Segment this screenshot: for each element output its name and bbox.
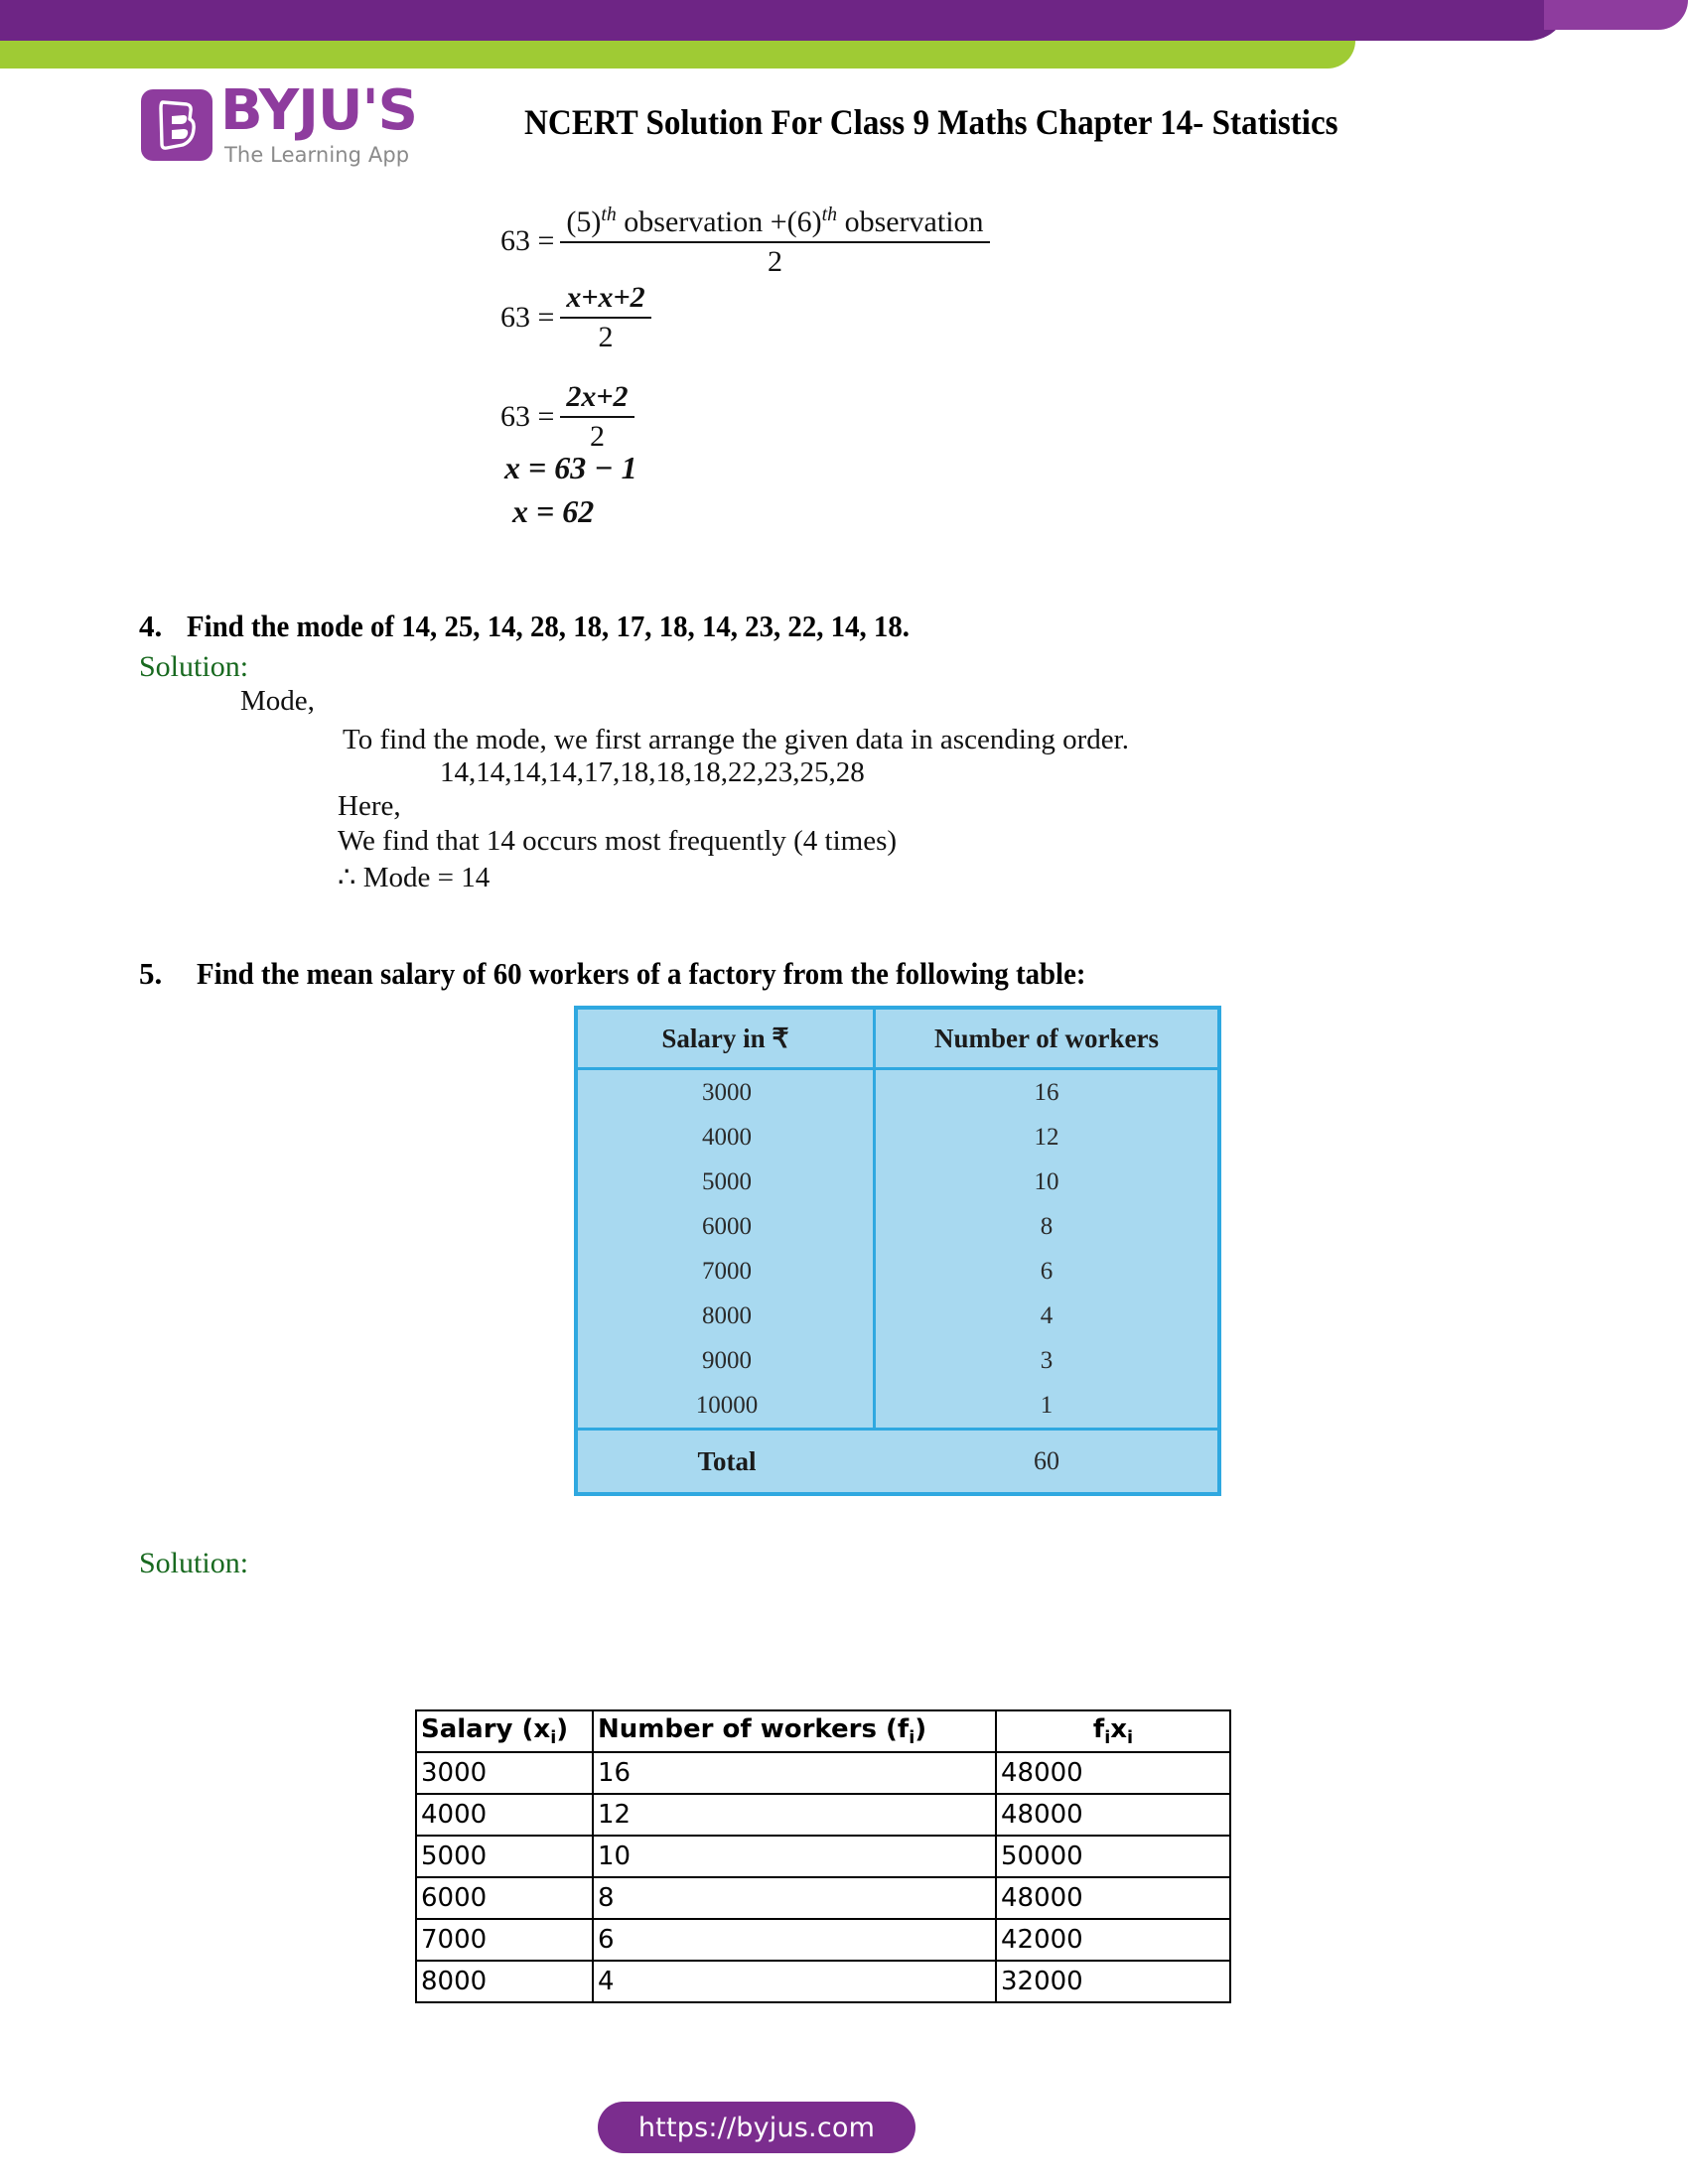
table-row (416, 1794, 1230, 1836)
total-value-cell (876, 1446, 1217, 1476)
cell-fx: 48000 (996, 1752, 1230, 1794)
cell-salary-text: 5000 (702, 1167, 752, 1195)
table-row (578, 1338, 1217, 1383)
given-salary-table-total-row (578, 1431, 1217, 1492)
equation-simplified (500, 380, 634, 454)
calc-header-salary-post: ) (556, 1713, 569, 1744)
total-label-cell (578, 1446, 876, 1477)
cell-salary-text: 10000 (695, 1391, 759, 1419)
cell-workers: 10 (593, 1836, 996, 1877)
table-row (416, 1877, 1230, 1919)
page-header (0, 79, 1688, 189)
table-row (578, 1383, 1217, 1428)
cell-workers-text: 6 (1040, 1257, 1054, 1285)
cell-workers-text: 8 (1040, 1212, 1054, 1240)
calc-header-fx-sub2: i (1127, 1728, 1134, 1749)
cell-workers-text: 10 (1034, 1167, 1059, 1195)
given-salary-table-body (578, 1070, 1217, 1431)
cell-workers (876, 1302, 1217, 1330)
byjus-logo-mark-icon (141, 89, 212, 161)
question-4-solution-label: Solution: (139, 650, 249, 683)
given-salary-table-header-row (578, 1010, 1217, 1070)
table-row (578, 1294, 1217, 1338)
table-row (416, 1919, 1230, 1961)
calc-header-workers-post: ) (914, 1713, 927, 1744)
cell-fx: 50000 (996, 1836, 1230, 1877)
cell-salary-text: 4000 (702, 1123, 752, 1151)
calc-header-salary-pre: Salary (x (421, 1713, 551, 1744)
equation-3-lhs: 63 = (500, 400, 555, 434)
byjus-logo[interactable] (141, 78, 439, 182)
given-salary-table (574, 1006, 1221, 1496)
eq1-num-mid: observation +(6) (616, 205, 822, 238)
table-row (416, 1836, 1230, 1877)
eq1-num-sup1: th (601, 204, 617, 225)
cell-salary (578, 1302, 876, 1330)
footer-website-url-text: https://byjus.com (637, 2112, 876, 2143)
given-salary-header-workers-text: Number of workers (934, 1023, 1159, 1053)
equation-substituted (500, 281, 651, 354)
question-4-step-3: We find that 14 occurs most frequently (4 times) (338, 825, 898, 857)
cell-salary: 3000 (416, 1752, 593, 1794)
equation-1-fraction (560, 204, 989, 279)
page-title: NCERT Solution For Class 9 Maths Chapter 14- Statistics (524, 102, 1338, 142)
question-4-step-1: To find the mode, we first arrange the given data in ascending order. (343, 724, 1129, 755)
eq1-num-post: observation (837, 205, 984, 238)
equation-1-denominator: 2 (767, 244, 782, 278)
total-label-text: Total (697, 1445, 757, 1476)
cell-fx: 42000 (996, 1919, 1230, 1961)
given-salary-table-column-divider (873, 1070, 876, 1428)
cell-workers: 12 (593, 1794, 996, 1836)
equation-1-numerator (560, 204, 989, 243)
given-salary-table-header-cell-workers (876, 1010, 1217, 1067)
cell-workers (876, 1213, 1217, 1241)
calc-header-fx-mid: x (1110, 1713, 1128, 1744)
banner-purple-band (0, 0, 1569, 41)
cell-salary (578, 1392, 876, 1420)
cell-workers: 4 (593, 1961, 996, 2002)
cell-workers: 16 (593, 1752, 996, 1794)
cell-salary-text: 6000 (702, 1212, 752, 1240)
total-value-text: 60 (1034, 1446, 1059, 1475)
table-row (416, 1961, 1230, 2002)
cell-salary (578, 1213, 876, 1241)
footer-website-button[interactable] (598, 2102, 915, 2153)
equation-3-denominator: 2 (589, 419, 605, 453)
cell-salary: 7000 (416, 1919, 593, 1961)
cell-workers (876, 1392, 1217, 1420)
cell-fx: 32000 (996, 1961, 1230, 2002)
table-row (578, 1249, 1217, 1294)
cell-salary: 6000 (416, 1877, 593, 1919)
cell-workers: 6 (593, 1919, 996, 1961)
cell-salary-text: 7000 (702, 1257, 752, 1285)
equation-2-lhs: 63 = (500, 301, 555, 335)
question-4-number: 4. (139, 609, 163, 643)
calc-header-salary-sub: i (550, 1728, 557, 1749)
cell-salary-text: 3000 (702, 1078, 752, 1106)
equation-3-numerator: 2x+2 (560, 380, 633, 418)
equation-1-lhs: 63 = (500, 224, 555, 258)
calc-header-workers-sub: i (909, 1728, 915, 1749)
cell-fx: 48000 (996, 1877, 1230, 1919)
cell-workers-text: 4 (1040, 1301, 1054, 1329)
calc-header-fx-pre: f (1092, 1713, 1105, 1744)
given-salary-table-header-cell-salary (578, 1010, 876, 1067)
byjus-logo-tagline: The Learning App (224, 143, 410, 167)
calc-header-workers (593, 1710, 996, 1752)
cell-workers-text: 12 (1034, 1123, 1059, 1151)
calc-header-fx-sub1: i (1104, 1728, 1111, 1749)
question-4-text: Find the mode of 14, 25, 14, 28, 18, 17, 18, 14, 23, 22, 14, 18. (187, 609, 910, 643)
question-4-mode-label: Mode, (240, 685, 315, 717)
banner-purple-tip (1544, 0, 1688, 30)
cell-salary-text: 8000 (702, 1301, 752, 1329)
question-4-mode-result: ∴ Mode = 14 (338, 862, 491, 893)
eq1-num-pre: (5) (566, 205, 602, 238)
cell-salary (578, 1258, 876, 1286)
cell-salary: 5000 (416, 1836, 593, 1877)
cell-workers-text: 1 (1040, 1391, 1054, 1419)
cell-workers (876, 1258, 1217, 1286)
equation-2-numerator: x+x+2 (560, 281, 650, 319)
calc-header-workers-pre: Number of workers (f (598, 1713, 910, 1744)
equation-result-x: x = 62 (512, 493, 595, 529)
table-row (578, 1070, 1217, 1115)
cell-salary: 8000 (416, 1961, 593, 2002)
calc-table-header-row (416, 1710, 1230, 1752)
cell-salary: 4000 (416, 1794, 593, 1836)
cell-salary (578, 1347, 876, 1375)
given-salary-header-salary-text: Salary in ₹ (661, 1023, 789, 1053)
table-row (416, 1752, 1230, 1794)
cell-salary (578, 1168, 876, 1196)
calc-header-salary (416, 1710, 593, 1752)
top-banner (0, 0, 1688, 74)
equation-2-fraction (560, 281, 650, 354)
cell-workers: 8 (593, 1877, 996, 1919)
cell-salary-text: 9000 (702, 1346, 752, 1374)
question-5-number: 5. (139, 956, 163, 991)
equation-median-definition (500, 204, 990, 279)
question-4-sorted-data: 14,14,14,14,17,18,18,18,22,23,25,28 (440, 756, 865, 788)
question-5-solution-label: Solution: (139, 1547, 249, 1579)
mean-calculation-table (415, 1709, 1231, 2003)
equation-solve-x: x = 63 − 1 (504, 450, 637, 485)
cell-workers-text: 3 (1040, 1346, 1054, 1374)
cell-workers (876, 1347, 1217, 1375)
cell-workers (876, 1079, 1217, 1107)
table-row (578, 1115, 1217, 1160)
banner-green-band (0, 41, 1355, 68)
equation-3-fraction (560, 380, 633, 454)
cell-salary (578, 1124, 876, 1152)
equation-2-denominator: 2 (598, 320, 614, 353)
table-row (578, 1160, 1217, 1204)
cell-workers-text: 16 (1034, 1078, 1059, 1106)
calc-header-fx (996, 1710, 1230, 1752)
cell-workers (876, 1124, 1217, 1152)
eq1-num-sup2: th (821, 204, 838, 225)
question-4-step-2: Here, (338, 790, 401, 822)
table-row (578, 1204, 1217, 1249)
question-5-text: Find the mean salary of 60 workers of a factory from the following table: (197, 956, 1086, 991)
cell-fx: 48000 (996, 1794, 1230, 1836)
cell-workers (876, 1168, 1217, 1196)
byjus-logo-wordmark: BYJU'S (220, 78, 417, 143)
cell-salary (578, 1079, 876, 1107)
